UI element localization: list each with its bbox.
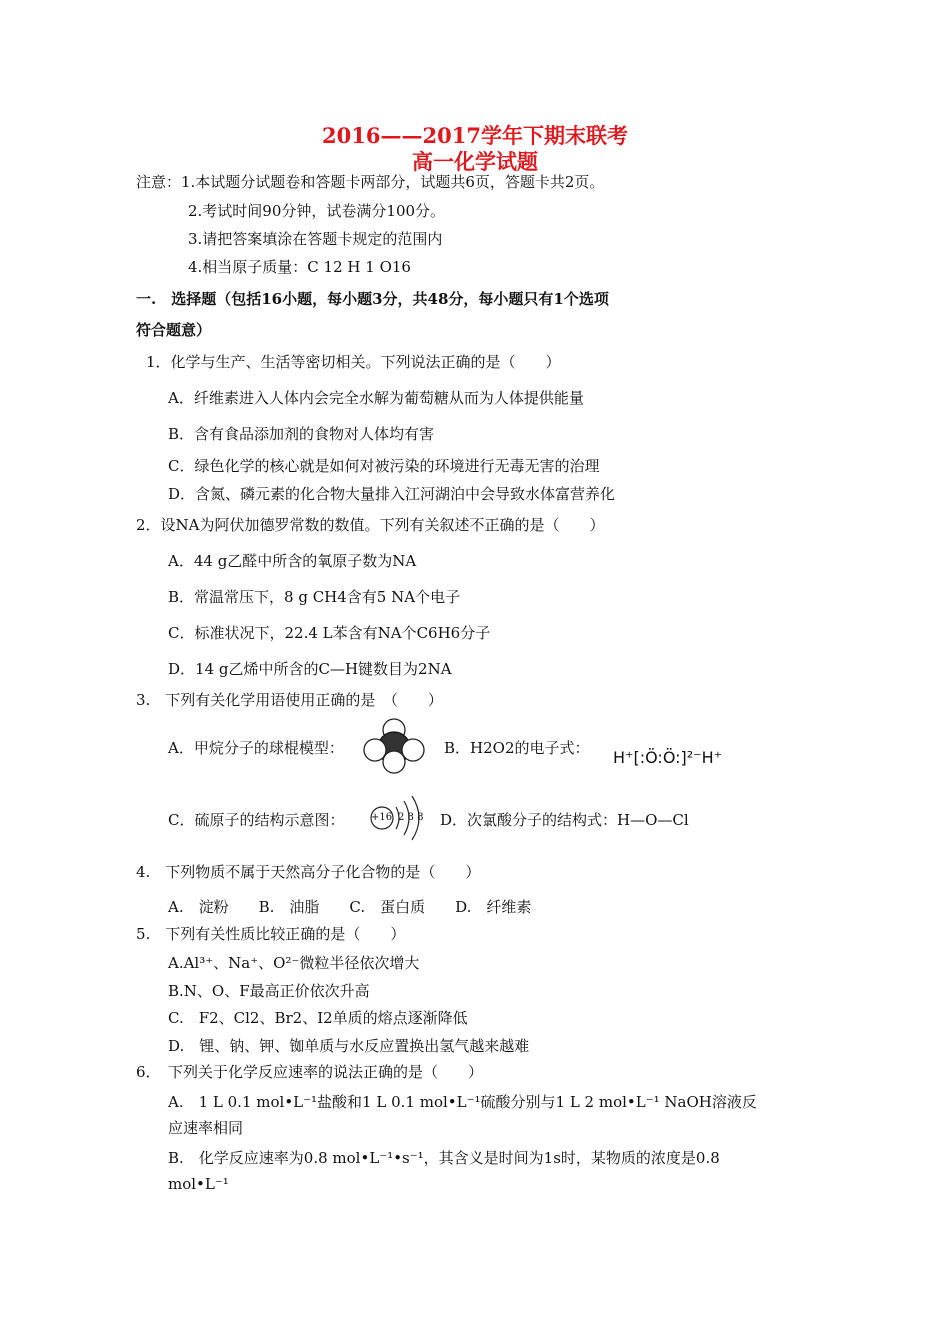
q3-option-b: B．H2O2的电子式： [444, 739, 590, 757]
q6-option-a-line2: 应速率相同 [168, 1119, 244, 1137]
nucleus-charge: +16 [371, 812, 393, 823]
q3-option-a: A．甲烷分子的球棍模型： [168, 739, 344, 757]
q1-option-c: C．绿色化学的核心就是如何对被污染的环境进行无毒无害的治理 [168, 457, 600, 475]
q2-option-a: A．44 g乙醛中所含的氧原子数为NA [168, 552, 417, 570]
exam-title-line2: 高一化学试题 [412, 149, 538, 174]
h2o2-electron-formula: H⁺[:Ö:Ö:]²⁻H⁺ [613, 748, 723, 767]
q3-stem: 3. 下列有关化学用语使用正确的是 （ ） [136, 691, 443, 709]
q5-option-d: D. 锂、钠、钾、铷单质与水反应置换出氢气越来越难 [168, 1037, 530, 1055]
q1-option-b: B．含有食品添加剂的食物对人体均有害 [168, 425, 435, 443]
section-heading-cont: 符合题意） [136, 321, 212, 339]
q6-option-b-line1: B. 化学反应速率为0.8 mol•L⁻¹•s⁻¹，其含义是时间为1s时，某物质的浓度是0.8 [168, 1149, 720, 1167]
q1-stem: 1．化学与生产、生活等密切相关。下列说法正确的是（ ） [146, 353, 561, 371]
note-2: 2.考试时间90分钟，试卷满分100分。 [188, 202, 446, 220]
methane-ball-stick-model [358, 718, 430, 774]
q3-option-c: C．硫原子的结构示意图： [168, 811, 345, 829]
q5-option-b: B.N、O、F最高正价依次升高 [168, 982, 370, 1000]
q5-option-c: C. F2、Cl2、Br2、I2单质的熔点逐渐降低 [168, 1009, 468, 1027]
hydrogen-ball-right [402, 739, 424, 761]
q2-option-c: C．标准状况下，22.4 L苯含有NA个C6H6分子 [168, 624, 491, 642]
hydrogen-ball-bottom [383, 751, 405, 773]
shell-electron-counts: 2 8 8 [398, 812, 424, 823]
note-1: 注意：1.本试题分试题卷和答题卡两部分，试题共6页，答题卡共2页。 [136, 173, 605, 191]
q6-stem: 6． 下列关于化学反应速率的说法正确的是（ ） [136, 1063, 484, 1081]
note-4: 4.相当原子质量：C 12 H 1 O16 [188, 258, 411, 276]
q6-option-b-line2: mol•L⁻¹ [168, 1175, 229, 1193]
q3-option-d: D．次氯酸分子的结构式：H—O—Cl [440, 811, 689, 829]
q2-option-d: D．14 g乙烯中所含的C—H键数目为2NA [168, 660, 452, 678]
section-heading: 一. 选择题（包括16小题，每小题3分，共48分，每小题只有1个选项 [136, 290, 609, 308]
q5-option-a: A.Al³⁺、Na⁺、O²⁻微粒半径依次增大 [168, 954, 420, 972]
q4-stem: 4. 下列物质不属于天然高分子化合物的是（ ） [136, 863, 481, 881]
q4-options: A. 淀粉 B. 油脂 C. 蛋白质 D. 纤维素 [168, 898, 532, 916]
q1-option-a: A．纤维素进入人体内会完全水解为葡萄糖从而为人体提供能量 [168, 389, 584, 407]
q2-option-b: B．常温常压下，8 g CH4含有5 NA个电子 [168, 588, 461, 606]
hydrogen-ball-left [364, 739, 386, 761]
q5-stem: 5. 下列有关性质比较正确的是（ ） [136, 925, 406, 943]
q1-option-d: D．含氮、磷元素的化合物大量排入江河湖泊中会导致水体富营养化 [168, 485, 616, 503]
exam-title-line1: 2016——2017学年下期末联考 [322, 123, 628, 148]
note-3: 3.请把答案填涂在答题卡规定的范围内 [188, 230, 443, 248]
q6-option-a-line1: A. 1 L 0.1 mol•L⁻¹盐酸和1 L 0.1 mol•L⁻¹硫酸分别与1 L 2 mol•L⁻¹ NaOH溶液反 [168, 1093, 757, 1111]
q2-stem: 2．设NA为阿伏加德罗常数的数值。下列有关叙述不正确的是（ ） [136, 516, 605, 534]
